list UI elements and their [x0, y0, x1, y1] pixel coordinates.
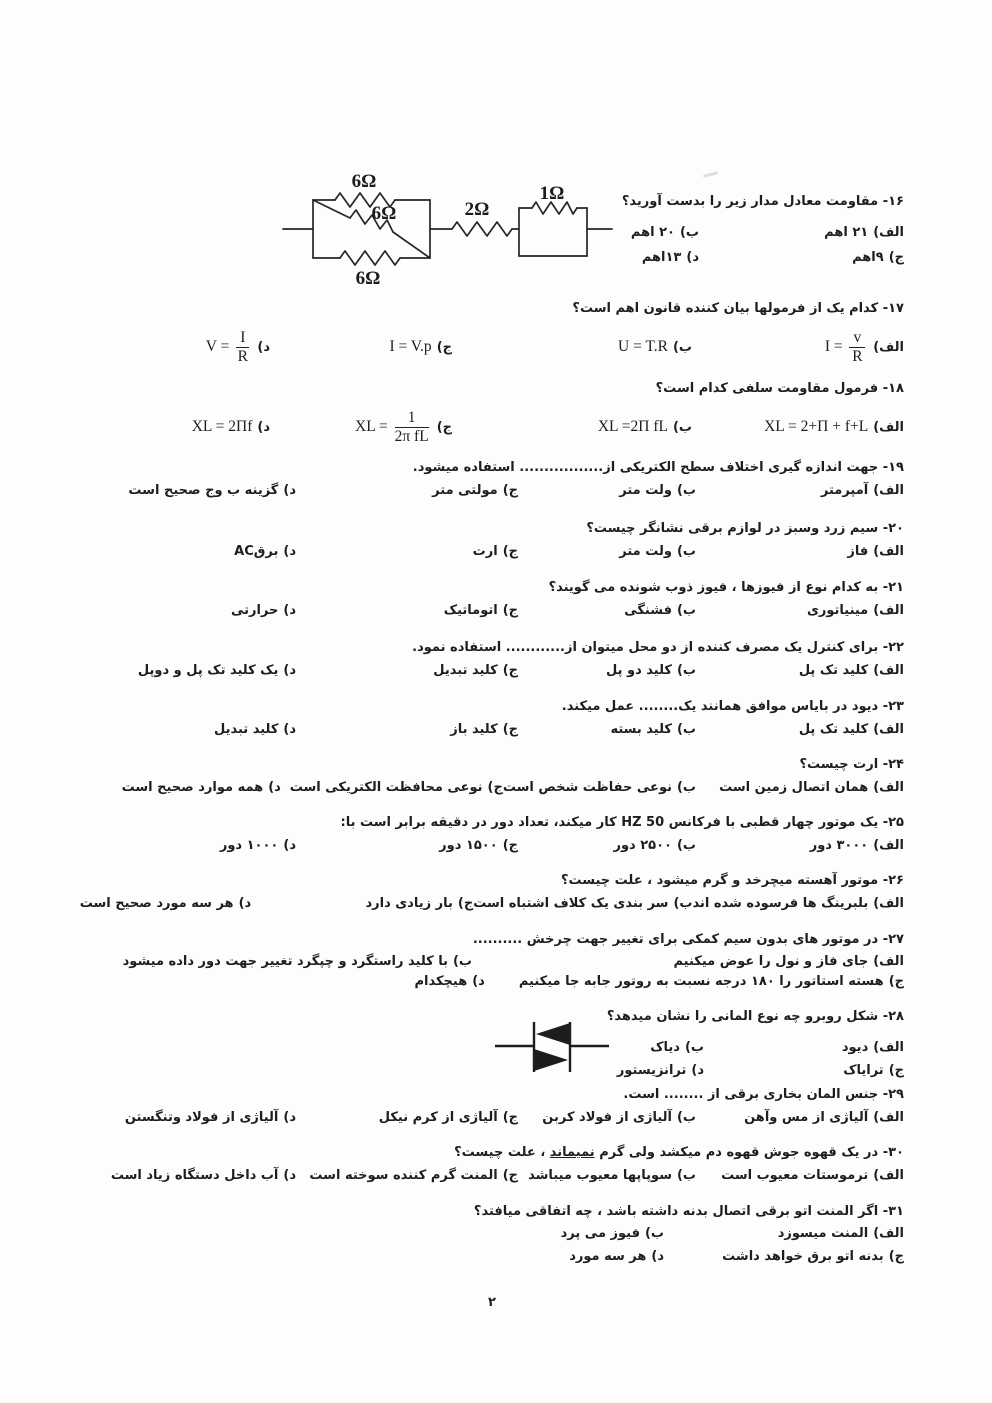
option-text: فاز — [847, 544, 869, 559]
option-label: د) — [283, 663, 296, 678]
options-row — [55, 482, 904, 500]
option-label: ج) — [487, 780, 503, 795]
option-text: آلیاژی از کرم نیکل — [378, 1110, 498, 1125]
option-text: ۱۳اهم — [641, 250, 682, 265]
question-26 — [55, 872, 904, 913]
option-alef — [704, 1039, 904, 1057]
option-alef — [696, 1109, 904, 1127]
option-label: الف) — [873, 1226, 904, 1241]
option-text: کلید تک پل — [798, 722, 869, 737]
option-label: د) — [268, 780, 281, 795]
option-text: سر بندی یک کلاف اشتباه است — [473, 896, 669, 911]
options-row — [55, 1062, 904, 1080]
option-alef — [472, 953, 904, 971]
option-alef — [696, 662, 904, 680]
options-row — [55, 779, 904, 797]
option-label: ب) — [676, 780, 696, 795]
option-text: همان اتصال زمین است — [719, 780, 869, 795]
option-label: د) — [472, 974, 485, 989]
option-label: ب) — [644, 1226, 664, 1241]
options-row — [55, 329, 904, 366]
option-text: آمپرمتر — [820, 483, 869, 498]
question-text-part: ۳۰- در یک قهوه جوش قهوه دم میکشد ولی گرم — [594, 1145, 904, 1160]
option-text: همه موارد صحیح است — [121, 780, 264, 795]
formula-text: V = — [205, 337, 234, 355]
option-label: الف) — [873, 663, 904, 678]
option-dal — [231, 602, 296, 620]
question-21 — [55, 579, 904, 620]
option-label: د) — [283, 483, 296, 498]
option-jim — [296, 721, 518, 739]
label-right-resistor: 1Ω — [539, 183, 565, 204]
option-be — [518, 1167, 696, 1185]
formula — [764, 418, 868, 435]
question-text: ۱۶- مقاومت معادل مدار زیر را بدست آورید؟ — [621, 194, 904, 209]
option-jim — [704, 1062, 904, 1080]
option-dal — [642, 249, 699, 267]
option-label: ج) — [502, 1110, 518, 1125]
fraction — [849, 329, 865, 366]
formula-text: I = V.p — [389, 337, 432, 355]
formula-text: XL = 2+Π + f+L — [764, 417, 869, 435]
option-text: دیاک — [650, 1040, 680, 1055]
options-row — [55, 543, 904, 561]
option-be — [123, 953, 472, 971]
option-text: ۱۰۰۰ دور — [219, 838, 279, 853]
option-be — [631, 224, 699, 242]
options-row — [55, 1109, 904, 1127]
option-label: الف) — [873, 1168, 904, 1183]
option-label: د) — [283, 544, 296, 559]
option-alef — [696, 602, 904, 620]
denominator: R — [237, 347, 248, 365]
option-text: ترانزیستور — [616, 1063, 687, 1078]
option-label: الف) — [873, 838, 904, 853]
option-label: الف) — [873, 780, 904, 795]
options-row — [55, 1167, 904, 1185]
question-31 — [55, 1203, 904, 1266]
option-text: ارت — [472, 544, 498, 559]
option-text: ترموستات معیوب است — [721, 1168, 869, 1183]
formula — [355, 409, 432, 445]
option-label: الف) — [873, 544, 904, 559]
option-jim — [296, 1167, 518, 1185]
formula — [389, 338, 431, 355]
option-dal — [128, 482, 296, 500]
options-row — [55, 1248, 904, 1266]
option-dal — [214, 721, 296, 739]
option-dal — [414, 973, 484, 991]
option-text: بدنه اتو برق خواهد داشت — [722, 1249, 884, 1264]
option-label: الف) — [873, 1110, 904, 1125]
options-row — [55, 249, 904, 267]
option-text: برقAC — [234, 544, 279, 559]
question-text: ۲۱- به کدام نوع از فیوزها ، فیوز ذوب شونده می گویند؟ — [548, 580, 904, 595]
option-label: د) — [283, 1168, 296, 1183]
formula-text: XL =2Π fL — [597, 417, 668, 435]
option-dal — [138, 662, 296, 680]
numerator: v — [849, 329, 865, 348]
question-17 — [55, 300, 904, 366]
formula — [192, 418, 253, 435]
option-label: ب) — [676, 603, 696, 618]
option-text: ۱۵۰۰ دور — [439, 838, 498, 853]
option-text: کلید بسته — [610, 722, 672, 737]
options-row — [55, 895, 904, 913]
option-text: هسته استاتور را ۱۸۰ درجه نسبت به روتور جابه جا میکنیم — [518, 974, 884, 989]
question-text: ۱۷- کدام یک از فرمولها بیان کننده قانون اهم است؟ — [572, 301, 904, 316]
option-jim — [664, 1248, 904, 1266]
option-jim — [296, 482, 518, 500]
question-text: ۲۴- ارت چیست؟ — [799, 757, 904, 772]
option-label: الف) — [873, 339, 904, 355]
option-text: بار زیادی دارد — [365, 896, 453, 911]
fraction — [236, 329, 249, 366]
option-alef — [699, 224, 904, 242]
option-label: ج) — [888, 1249, 904, 1264]
options-row — [55, 1225, 904, 1243]
option-text: یک کلید تک پل و دوپل — [137, 663, 279, 678]
option-label: د) — [257, 419, 270, 435]
option-text: هر سه مورد — [569, 1249, 647, 1264]
option-be — [518, 602, 696, 620]
question-text: ۲۹- جنس المان بخاری برقی از ........ است. — [623, 1087, 904, 1102]
option-label: د) — [283, 722, 296, 737]
question-24 — [55, 756, 904, 797]
options-row — [55, 409, 904, 446]
question-25 — [55, 814, 904, 855]
option-text: مینیاتوری — [806, 603, 869, 618]
formula — [205, 329, 253, 365]
question-28 — [55, 1008, 904, 1080]
options-row — [55, 1039, 904, 1057]
option-label: ب) — [672, 419, 692, 435]
question-29 — [55, 1086, 904, 1127]
option-dal — [617, 1062, 704, 1080]
option-label: الف) — [873, 419, 904, 435]
option-jim — [270, 338, 452, 357]
question-text: ۲۶- موتور آهسته میچرخد و گرم میشود ، علت چیست؟ — [560, 873, 904, 888]
label-bottom-resistor: 6Ω — [355, 268, 381, 289]
question-22 — [55, 639, 904, 680]
question-text: ۱۹- جهت اندازه گیری اختلاف سطح الکتریکی از................. استفاده میشود. — [412, 460, 904, 475]
option-text: آلیاژی از فولاد وتنگستن — [124, 1110, 279, 1125]
numerator: I — [236, 329, 249, 348]
option-be — [518, 482, 696, 500]
option-be — [561, 1225, 664, 1243]
option-text: المنت گرم کننده سوخته است — [309, 1168, 498, 1183]
option-be — [518, 837, 696, 855]
option-text: ۲۱ اهم — [824, 225, 869, 240]
option-label: د) — [686, 250, 699, 265]
option-be — [452, 418, 692, 437]
denominator: 2π fL — [394, 427, 429, 445]
options-row — [55, 837, 904, 855]
option-text: آب داخل دستگاه زیاد است — [110, 1168, 279, 1183]
option-alef — [692, 418, 904, 437]
numerator: 1 — [395, 409, 429, 428]
option-label: ج) — [888, 1063, 904, 1078]
option-label: ب) — [676, 722, 696, 737]
option-alef — [696, 1167, 904, 1185]
option-label: د) — [691, 1063, 704, 1078]
question-16 — [55, 193, 904, 267]
option-dal — [192, 418, 270, 437]
option-alef — [664, 1225, 904, 1243]
option-label: ب) — [672, 339, 692, 355]
option-text: بلبرینگ ها فرسوده شده اند — [692, 896, 869, 911]
option-label: ب) — [676, 838, 696, 853]
option-be — [518, 543, 696, 561]
option-text: ترایاک — [843, 1063, 884, 1078]
option-alef — [692, 895, 904, 913]
option-dal — [125, 1109, 296, 1127]
question-30 — [55, 1144, 904, 1185]
option-label: د) — [238, 896, 252, 911]
option-text: نوعی محافظت الکتریکی است — [289, 780, 483, 795]
option-be — [518, 662, 696, 680]
question-text: ۳۱- اگر المنت اتو برقی اتصال بدنه داشته باشد ، چه اتفاقی میافتد؟ — [473, 1204, 904, 1219]
option-label: ج) — [502, 483, 518, 498]
option-dal — [111, 1167, 296, 1185]
option-label: الف) — [873, 483, 904, 498]
option-text: کلید باز — [450, 722, 498, 737]
option-text: آلیاژی از فولاد کربن — [542, 1110, 672, 1125]
option-text: هیچکدام — [414, 974, 468, 989]
option-label: ب) — [676, 1110, 696, 1125]
option-label: ج) — [502, 838, 518, 853]
question-text: ۱۸- فرمول مقاومت سلفی کدام است؟ — [655, 381, 904, 396]
option-text: ۳۰۰۰ دور — [809, 838, 869, 853]
option-text: ولت متر — [619, 544, 672, 559]
option-dal — [220, 837, 296, 855]
option-dal — [206, 329, 270, 366]
option-text: نوعی حفاظت شخص است — [502, 780, 672, 795]
option-label: د) — [283, 838, 296, 853]
formula — [598, 418, 668, 435]
option-label: ج) — [502, 544, 518, 559]
options-row — [55, 953, 904, 971]
option-label: ج) — [888, 974, 904, 989]
option-dal — [122, 779, 281, 797]
option-dal — [234, 543, 296, 561]
option-jim — [296, 662, 518, 680]
option-text: اتوماتیک — [443, 603, 498, 618]
option-text: گزینه ب وج صحیح است — [128, 483, 279, 498]
option-alef — [696, 837, 904, 855]
option-dal — [80, 895, 251, 913]
fraction — [395, 409, 429, 446]
question-27 — [55, 931, 904, 991]
formula-text: U = T.R — [618, 337, 668, 355]
formula — [824, 329, 868, 365]
option-label: الف) — [873, 225, 904, 240]
option-text: فیوز می پرد — [560, 1226, 640, 1241]
option-text: ۲۰ اهم — [630, 225, 675, 240]
question-20 — [55, 520, 904, 561]
option-jim — [296, 837, 518, 855]
option-text: هر سه مورد صحیح است — [79, 896, 234, 911]
option-text: کلید تبدیل — [433, 663, 498, 678]
question-18 — [55, 380, 904, 446]
option-text: فشنگی — [624, 603, 672, 618]
option-label: ب) — [676, 483, 696, 498]
option-label: ب) — [684, 1040, 704, 1055]
option-alef — [692, 329, 904, 366]
option-label: ب) — [676, 663, 696, 678]
question-text: ۲۷- در موتور های بدون سیم کمکی برای تغییر جهت چرخش .......... — [472, 932, 904, 947]
option-text: دیود — [841, 1040, 869, 1055]
question-text-part: نمیماند — [549, 1145, 595, 1160]
label-diagonal-resistor: 6Ω — [371, 203, 397, 224]
option-label: د) — [257, 339, 270, 355]
option-label: ب) — [676, 544, 696, 559]
option-label: د) — [283, 603, 296, 618]
label-top-resistor: 6Ω — [351, 171, 377, 192]
option-label: د) — [651, 1249, 664, 1264]
option-jim — [296, 602, 518, 620]
denominator: R — [852, 347, 863, 365]
option-label: ب) — [679, 225, 699, 240]
option-text: جای فاز و نول را عوض میکنیم — [673, 954, 869, 969]
option-alef — [696, 779, 904, 797]
question-text: ۲۵- یک موتور چهار قطبی با فرکانس 50 HZ کار میکند، تعداد دور در دقیقه برابر است با: — [340, 815, 904, 830]
option-jim — [699, 249, 904, 267]
option-jim — [519, 973, 904, 991]
option-label: ج) — [502, 603, 518, 618]
options-row — [55, 224, 904, 242]
option-label: الف) — [873, 603, 904, 618]
formula — [618, 338, 668, 355]
options-row — [55, 973, 904, 991]
label-series-resistor: 2Ω — [464, 199, 490, 220]
option-be — [503, 779, 696, 797]
option-label: ج) — [502, 663, 518, 678]
option-label: ج) — [502, 722, 518, 737]
option-text: سوپاپها معیوب میباشد — [528, 1168, 672, 1183]
options-row — [55, 662, 904, 680]
option-alef — [696, 543, 904, 561]
question-text: ۲۸- شکل روبرو چه نوع المانی را نشان میدهد؟ — [606, 1009, 904, 1024]
question-19 — [55, 459, 904, 500]
option-label: ج) — [502, 1168, 518, 1183]
option-be — [473, 895, 692, 913]
option-text: کلید تک پل — [798, 663, 869, 678]
page-number: ۲ — [488, 1295, 496, 1310]
option-text: ولت متر — [619, 483, 672, 498]
option-label: ب) — [673, 896, 693, 911]
option-text: المنت میسوزد — [777, 1226, 869, 1241]
scan-artifact — [703, 171, 718, 178]
option-label: ج) — [888, 250, 904, 265]
option-text: کلید تبدیل — [213, 722, 279, 737]
question-text — [55, 1144, 904, 1162]
option-be — [650, 1039, 704, 1057]
option-label: الف) — [873, 1040, 904, 1055]
option-label: الف) — [873, 722, 904, 737]
options-row — [55, 721, 904, 739]
question-23 — [55, 698, 904, 739]
option-be — [452, 338, 692, 357]
option-jim — [296, 1109, 518, 1127]
option-label: الف) — [873, 896, 904, 911]
options-row — [55, 602, 904, 620]
option-label: ج) — [457, 896, 474, 911]
option-dal — [569, 1248, 664, 1266]
option-text: کلید دو پل — [606, 663, 672, 678]
option-text: ۲۵۰۰ دور — [613, 838, 672, 853]
question-text: ۲۳- دیود در بایاس موافق همانند یک........ عمل میکند. — [561, 699, 904, 714]
option-text: آلیاژی از مس وآهن — [744, 1110, 869, 1125]
question-text-part: ، علت چیست؟ — [454, 1145, 550, 1160]
option-label: الف) — [873, 954, 904, 969]
option-label: ب) — [452, 954, 472, 969]
option-label: ب) — [676, 1168, 696, 1183]
formula-text: XL = 2Πf — [191, 417, 253, 435]
option-jim — [270, 409, 452, 446]
option-text: حرارتی — [230, 603, 279, 618]
option-jim — [251, 895, 473, 913]
option-jim — [281, 779, 503, 797]
option-be — [518, 721, 696, 739]
option-alef — [696, 482, 904, 500]
question-text: ۲۰- سیم زرد وسبز در لوازم برقی نشانگر چیست؟ — [586, 521, 904, 536]
option-text: مولتی متر — [432, 483, 498, 498]
option-label: د) — [283, 1110, 296, 1125]
formula-text: I = — [824, 337, 847, 355]
option-label: ج) — [436, 419, 452, 435]
option-text: ۹اهم — [852, 250, 884, 265]
option-label: ج) — [436, 339, 452, 355]
option-alef — [696, 721, 904, 739]
option-be — [518, 1109, 696, 1127]
question-text: ۲۲- برای کنترل یک مصرف کننده از دو محل میتوان از............ استفاده نمود. — [412, 640, 904, 655]
option-jim — [296, 543, 518, 561]
option-text: با کلید راستگرد و چپگرد تغییر جهت دور داده میشود — [122, 954, 448, 969]
formula-text: XL = — [355, 417, 392, 435]
